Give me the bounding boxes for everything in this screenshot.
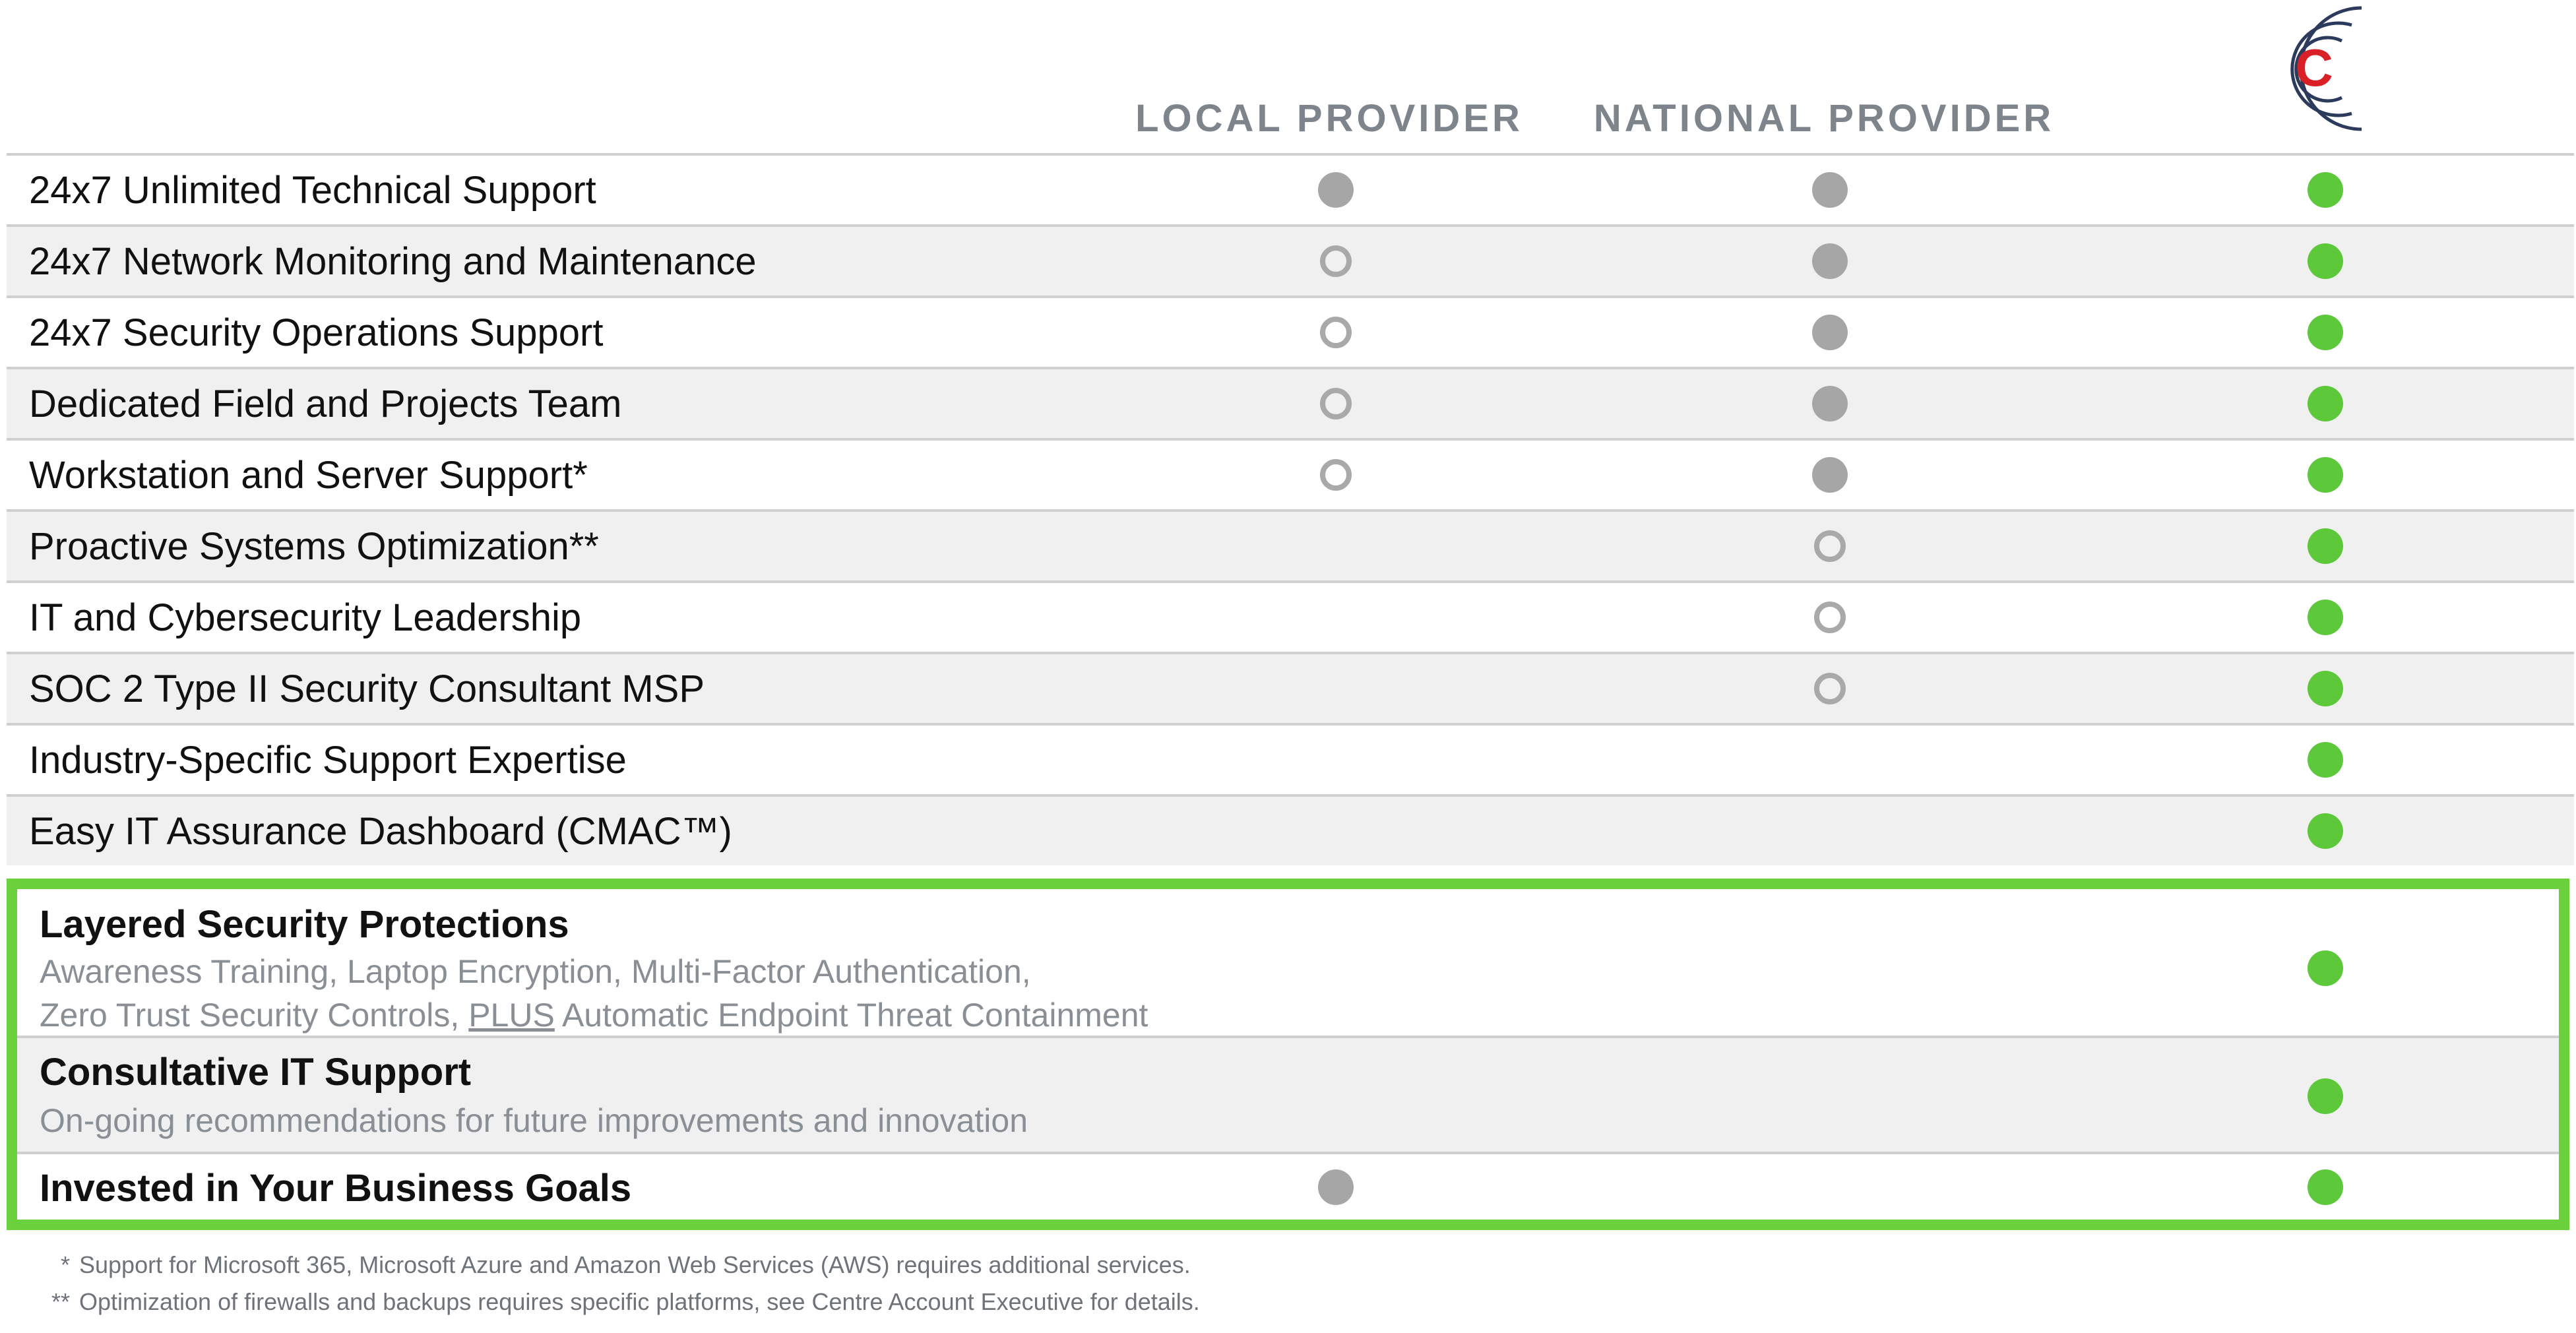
check-dot-centre [2308,600,2343,635]
footnotes [37,1247,2544,1320]
row-subtitle: On-going recommendations for future improvements and innovation [40,1102,1028,1139]
plus-underlined-text: PLUS [468,997,555,1034]
check-dot-centre [2308,315,2343,350]
check-dot-local [1318,172,1354,208]
check-dot-centre [2308,950,2343,986]
check-dot-national [1814,602,1846,633]
table-row [7,295,2574,367]
check-dot-local [1320,317,1352,348]
table-row [7,224,2574,295]
highlight-box [7,879,2569,1230]
check-dot-centre [2308,742,2343,778]
row-label: Industry-Specific Support Expertise [29,738,627,782]
column-header-local-provider: LOCAL PROVIDER [1135,97,1523,140]
row-label: 24x7 Unlimited Technical Support [29,168,596,212]
footnote-2: ** Optimization of firewalls and backups requires specific platforms, see Centre Account Executive for details. [51,1288,1200,1315]
comparison-table [7,153,2574,865]
table-row-layered-security [17,889,2559,1036]
row-label: Dedicated Field and Projects Team [29,382,622,425]
check-dot-national [1814,530,1846,562]
row-subtitle-line-1: Awareness Training, Laptop Encryption, Multi-Factor Authentication, [40,953,1031,990]
row-label: Proactive Systems Optimization** [29,524,599,568]
table-row [7,580,2574,652]
table-row [7,367,2574,438]
row-subtitle-line-2: Zero Trust Security Controls, PLUS Automatic Endpoint Threat Containment [40,997,1148,1034]
check-dot-national [1812,457,1848,493]
check-dot-centre [2308,671,2343,706]
check-dot-centre [2308,386,2343,421]
row-title: Invested in Your Business Goals [40,1167,632,1210]
table-row-consultative-support [17,1036,2559,1152]
check-dot-local [1320,245,1352,277]
centre-logo-letter: C [2295,38,2333,97]
column-header-national-provider: NATIONAL PROVIDER [1593,97,2055,140]
table-row [7,652,2574,723]
check-dot-national [1812,315,1848,350]
row-label: IT and Cybersecurity Leadership [29,596,582,639]
table-row [7,153,2574,224]
table-row [7,438,2574,509]
check-dot-centre [2308,457,2343,493]
row-title: Consultative IT Support [40,1051,472,1094]
check-dot-local [1320,388,1352,419]
row-label: SOC 2 Type II Security Consultant MSP [29,667,705,710]
row-label: 24x7 Security Operations Support [29,311,604,354]
table-row [7,794,2574,865]
check-dot-centre [2308,528,2343,564]
check-dot-national [1814,673,1846,704]
check-dot-centre [2308,243,2343,279]
table-header [0,0,2576,153]
check-dot-national [1812,243,1848,279]
row-title: Layered Security Protections [40,903,569,946]
row-label: 24x7 Network Monitoring and Maintenance [29,239,757,283]
row-label: Workstation and Server Support* [29,453,588,497]
check-dot-centre [2308,813,2343,849]
check-dot-national [1812,386,1848,421]
centre-logo-icon [2243,0,2375,139]
check-dot-national [1812,172,1848,208]
check-dot-local [1320,459,1352,491]
footnote-1: * Support for Microsoft 365, Microsoft Azure and Amazon Web Services (AWS) requires additional services. [60,1251,1191,1278]
table-row-invested-goals [17,1152,2559,1220]
table-row [7,723,2574,794]
check-dot-local [1318,1169,1354,1205]
check-dot-centre [2308,1169,2343,1205]
table-row [7,509,2574,580]
check-dot-centre [2308,1078,2343,1114]
check-dot-centre [2308,172,2343,208]
row-label: Easy IT Assurance Dashboard (CMAC™) [29,809,732,853]
